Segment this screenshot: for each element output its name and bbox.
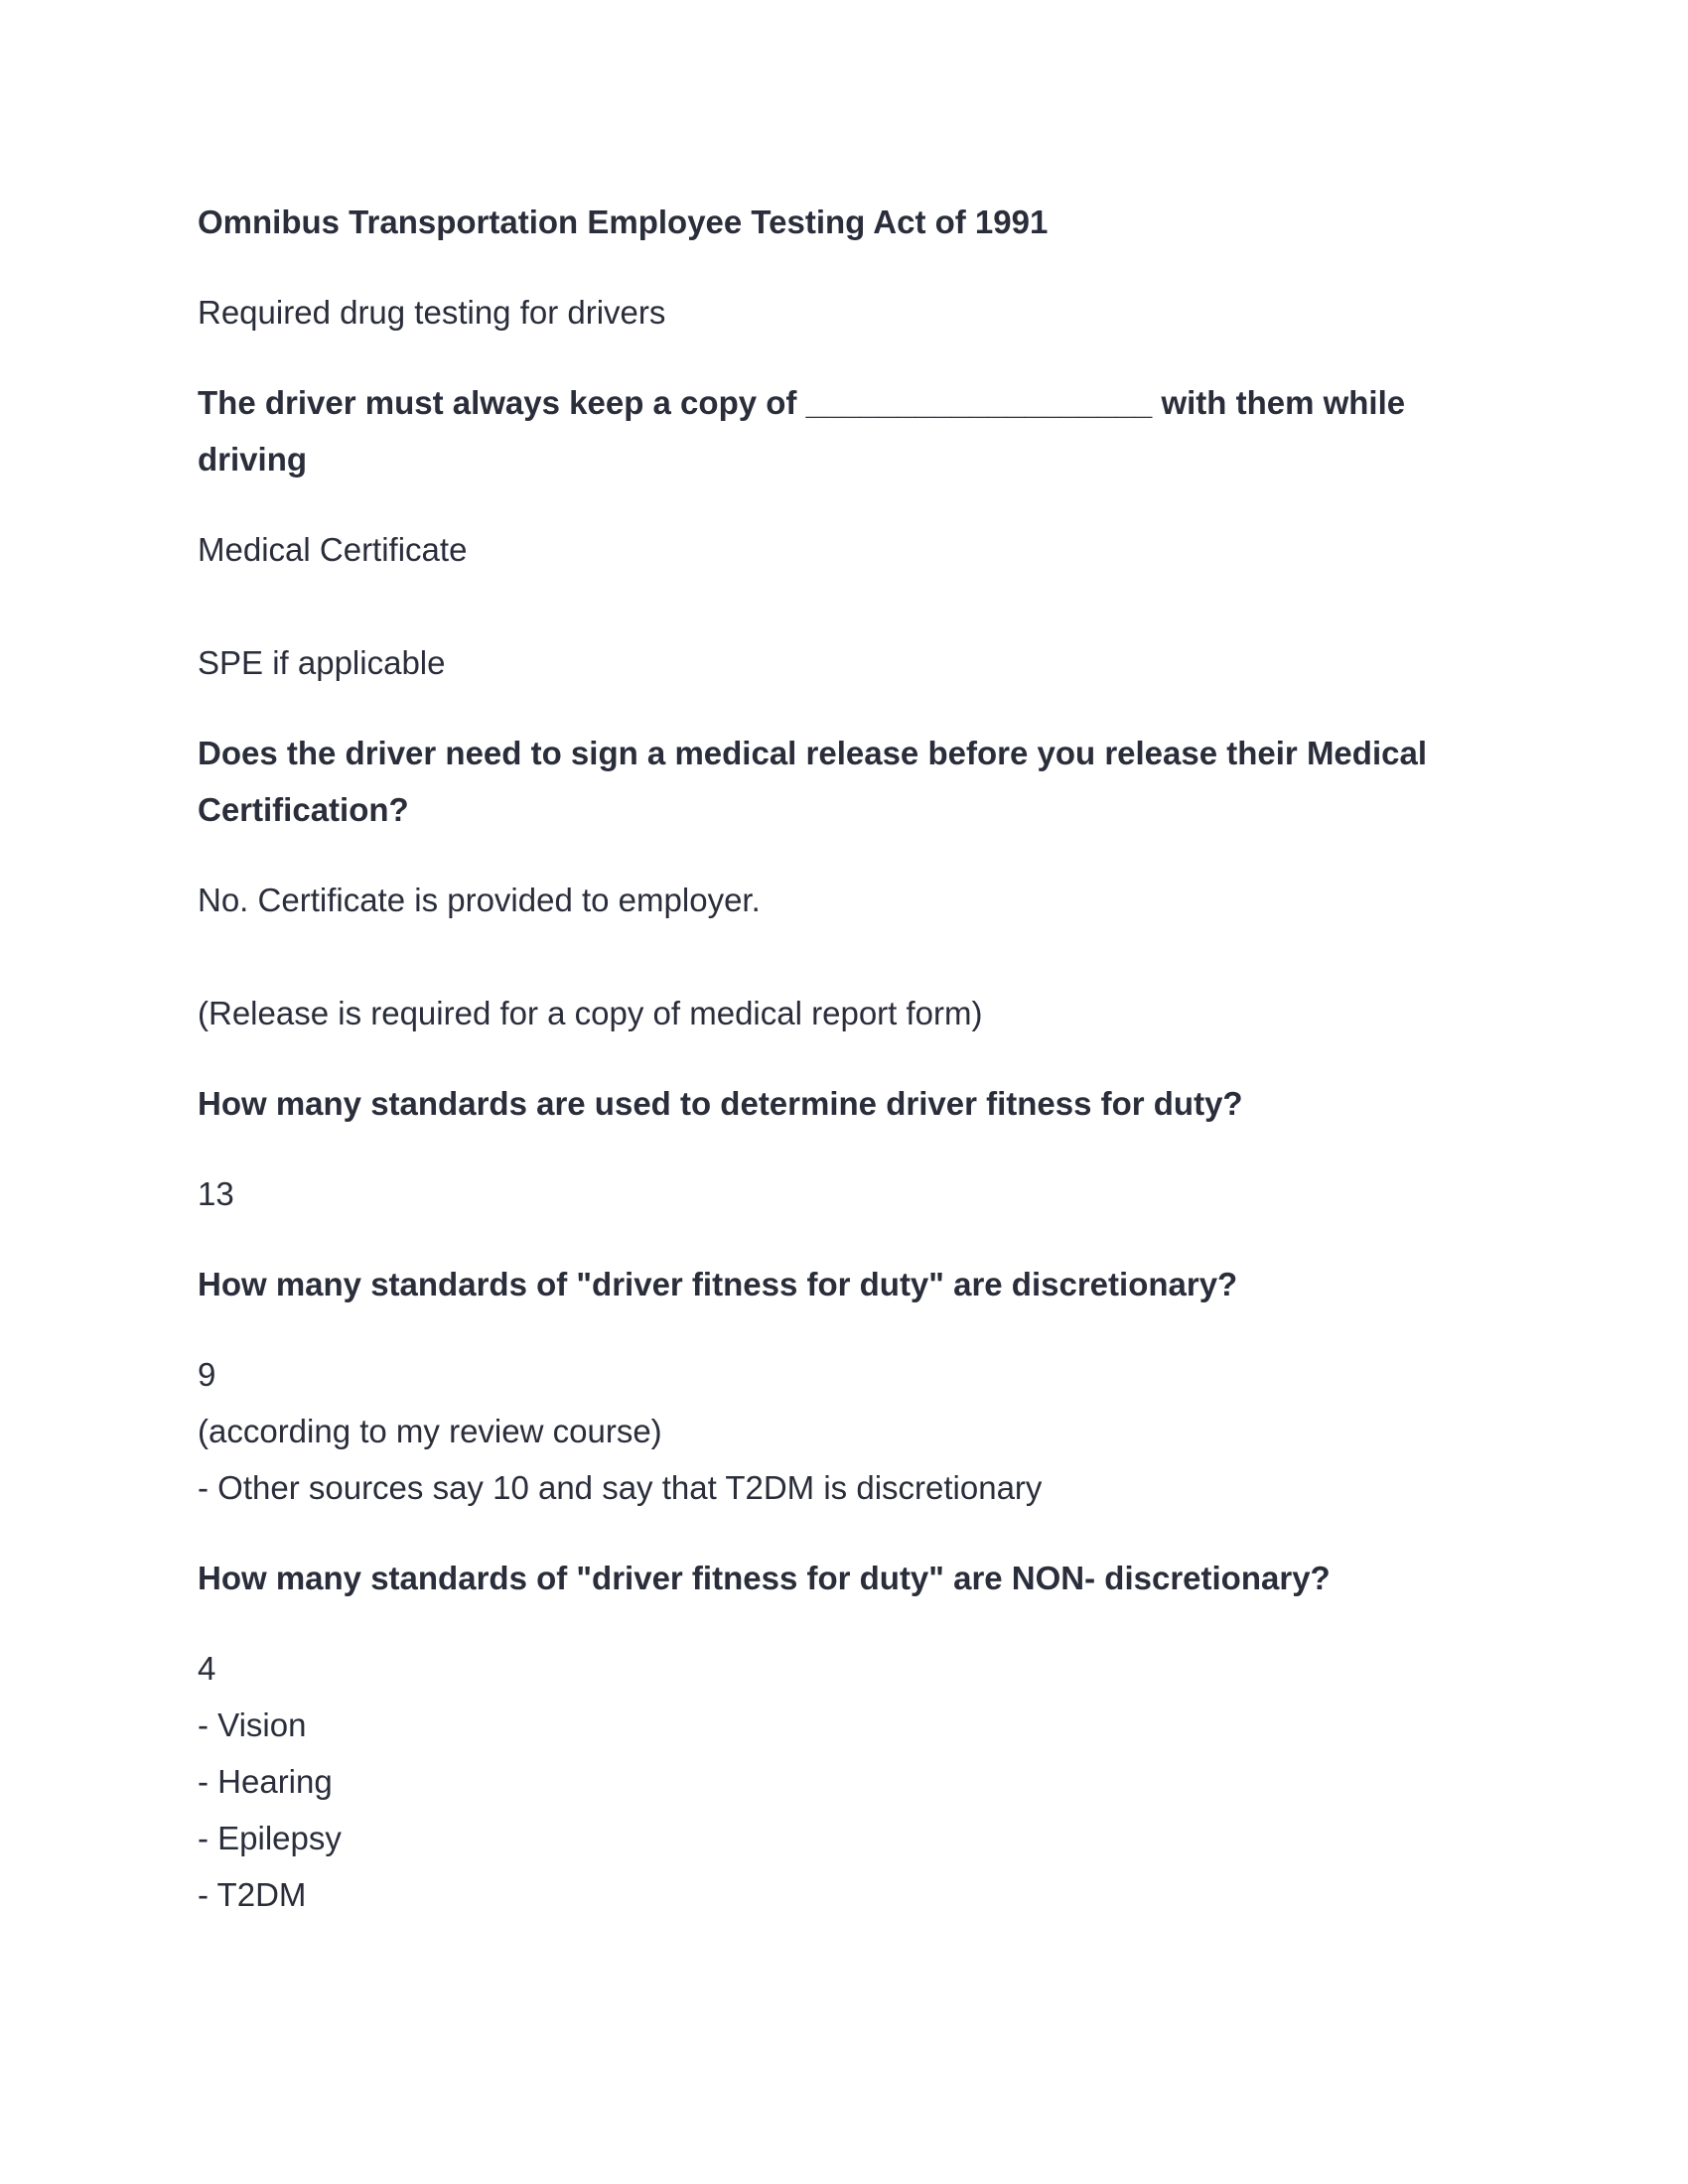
answer-4: 13 [198, 1175, 234, 1212]
question-1: Omnibus Transportation Employee Testing Act of 1991 [198, 204, 1049, 240]
document-page [198, 194, 1478, 1923]
answer-2-line-1: Medical Certificate [198, 531, 468, 568]
answer-5-line-2: (according to my review course) [198, 1413, 662, 1449]
answer-3-line-2: (Release is required for a copy of medical report form) [198, 995, 983, 1031]
answer-3-line-1: No. Certificate is provided to employer. [198, 882, 761, 918]
answer-6-line-1: 4 [198, 1650, 216, 1687]
answer-6-line-4: - Epilepsy [198, 1820, 342, 1856]
answer-5-line-1: 9 [198, 1356, 216, 1393]
answer-6-line-3: - Hearing [198, 1763, 333, 1800]
question-4: How many standards are used to determine driver fitness for duty? [198, 1085, 1243, 1122]
answer-6-line-5: - T2DM [198, 1876, 307, 1913]
question-5: How many standards of "driver fitness for duty" are discretionary? [198, 1266, 1238, 1302]
answer-2-line-2: SPE if applicable [198, 644, 446, 681]
answer-6-line-2: - Vision [198, 1706, 307, 1743]
question-3: Does the driver need to sign a medical release before you release their Medical Certification? [198, 735, 1437, 828]
answer-5-line-3: - Other sources say 10 and say that T2DM is discretionary [198, 1469, 1043, 1506]
question-6: How many standards of "driver fitness for duty" are NON- discretionary? [198, 1560, 1331, 1596]
question-2: The driver must always keep a copy of ___________________ with them while driving [198, 384, 1415, 478]
answer-1: Required drug testing for drivers [198, 294, 666, 331]
